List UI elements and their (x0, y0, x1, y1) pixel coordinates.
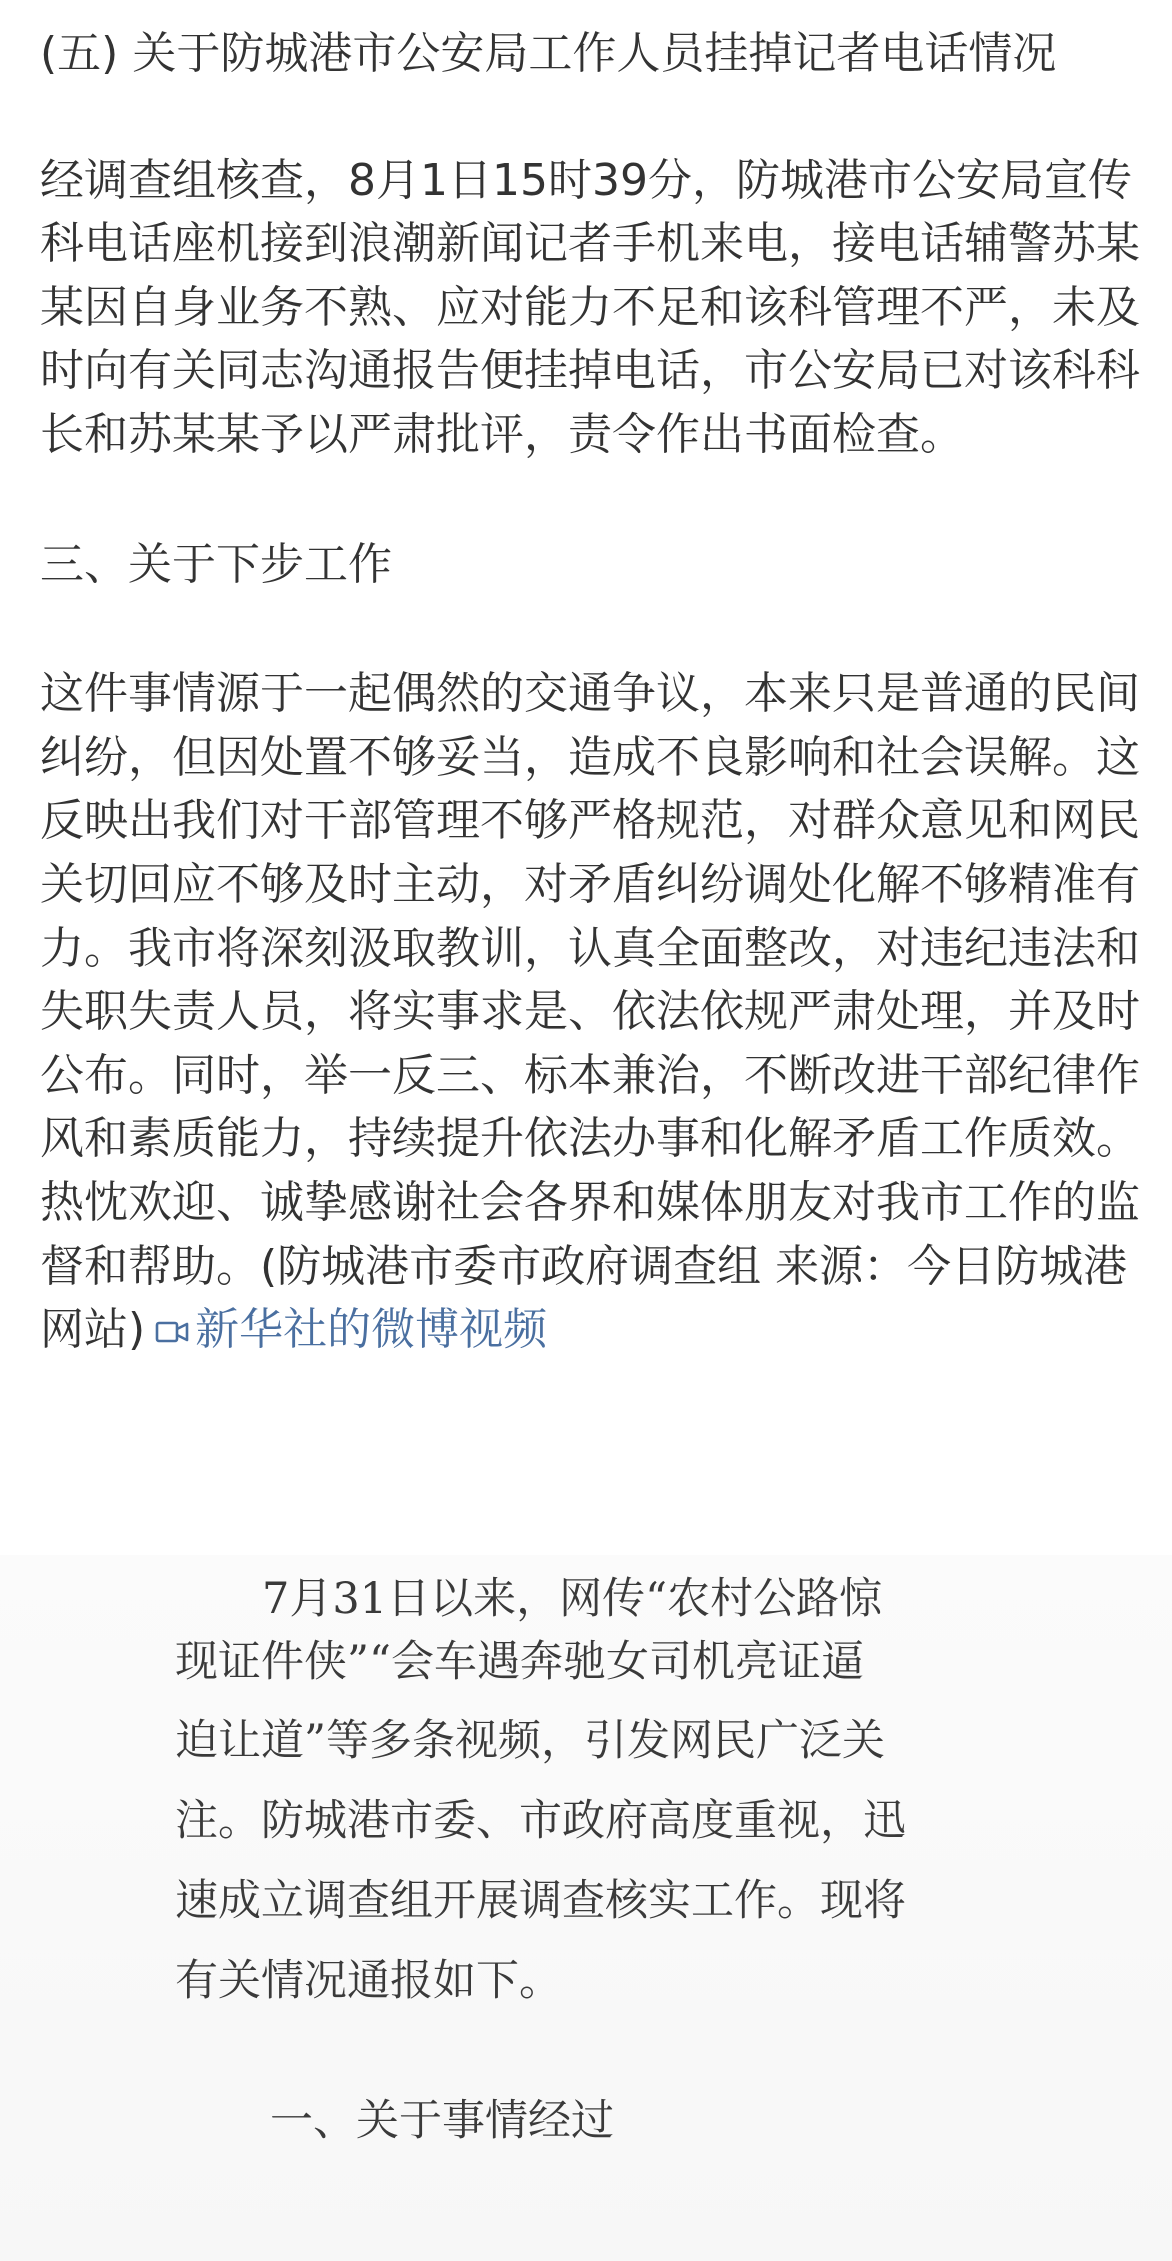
section5-body: 经调查组核查，8月1日15时39分，防城港市公安局宣传科电话座机接到浪潮新闻记者手机来电，接电话辅警苏某某因自身业务不熟、应对能力不足和该科管理不严，未及时向有关同志沟通报告便挂掉电话，市公安局已对该科科长和苏某某予以严肃批评，责令作出书面检查。 (40, 154, 1140, 460)
section3-body (40, 662, 1140, 1362)
doc-line: 7月31日以来，网传“农村公路惊 (262, 1574, 883, 1624)
spacer (40, 467, 1140, 533)
doc-line: 速成立调查组开展调查核实工作。现将 (175, 1876, 906, 1926)
doc-line: 迫让道”等多条视频，引发网民广泛关 (175, 1716, 885, 1766)
section3-title: 三、关于下步工作 (40, 538, 392, 590)
section5-title: (五) 关于防城港市公安局工作人员挂掉记者电话情况 (40, 28, 1057, 79)
spacer (40, 86, 1140, 149)
video-camera-icon (155, 1318, 189, 1346)
section3-body-text: 这件事情源于一起偶然的交通争议，本来只是普通的民间纠纷，但因处置不够妥当，造成不良影响和社会误解。这反映出我们对干部管理不够严格规范，对群众意见和网民关切回应不够及时主动，对矛盾纠纷调处化解不够精准有力。我市将深刻汲取教训，认真全面整改，对违纪违法和失职失责人员，将实事求是、依法依规严肃处理，并及时公布。同时，举一反三、标本兼治，不断改进干部纪律作风和素质能力，持续提升依法办事和化解矛盾工作质效。热忱欢迎、诚挚感谢社会各界和媒体朋友对我市工作的监督和帮助。(防城港市委市政府调查组 来源：今日防城港网站) (40, 668, 1140, 1356)
video-link-label: 新华社的微博视频 (195, 1304, 548, 1356)
spacer (40, 596, 1140, 662)
post-text (40, 22, 1140, 1362)
doc-heading: 一、关于事情经过 (270, 2096, 614, 2146)
doc-line: 现证件侠”“会车遇奔驰女司机亮证逼 (175, 1637, 864, 1687)
video-link[interactable] (145, 1304, 547, 1355)
doc-line: 注。防城港市委、市政府高度重视，迅 (175, 1796, 906, 1846)
document-photo[interactable] (0, 1555, 1172, 2261)
doc-line: 有关情况通报如下。 (175, 1956, 562, 2006)
